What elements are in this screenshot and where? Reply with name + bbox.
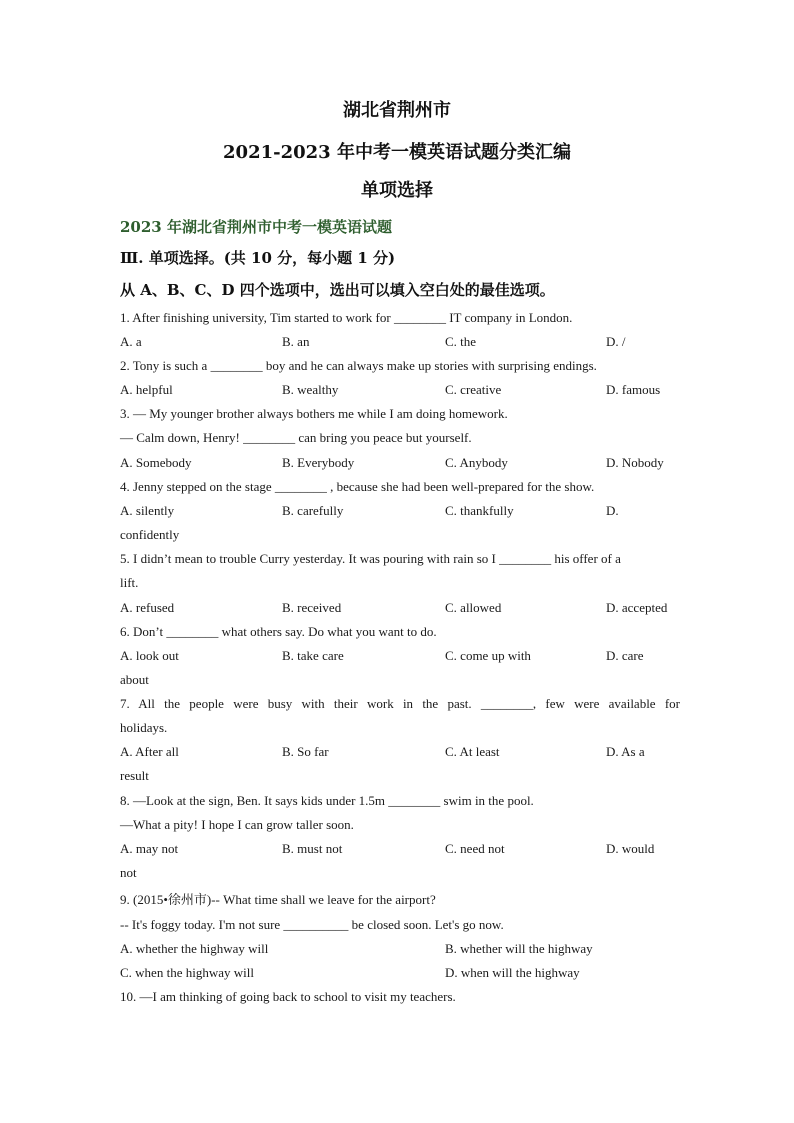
q2-option-d: D. famous — [606, 382, 661, 397]
question-2-stem: 2. Tony is such a ________ boy and he can always make up stories with surprising endings. — [120, 358, 597, 373]
question-7-stem: 7. All the people were busy with their work in the past. ________, few were available for — [120, 696, 680, 711]
question-9-stem-line2: -- It's foggy today. I'm not sure __________ be closed soon. Let's go now. — [120, 917, 504, 932]
doc-title-region: 湖北省荆州市 — [343, 100, 451, 121]
question-8-stem: 8. —Look at the sign, Ben. It says kids under 1.5m ________ swim in the pool. — [120, 793, 534, 808]
q6-option-a: A. look out — [120, 648, 179, 663]
q3-option-d: D. Nobody — [606, 455, 664, 470]
exam-source-heading: 2023 年湖北省荆州市中考一模英语试题 — [120, 218, 392, 236]
question-8-stem-line2: —What a pity! I hope I can grow taller soon. — [120, 817, 354, 832]
q5-option-c: C. allowed — [445, 600, 502, 615]
question-10-stem: 10. —I am thinking of going back to school to visit my teachers. — [120, 989, 456, 1004]
q6-option-b: B. take care — [282, 648, 344, 663]
q7-option-d: D. As a — [606, 744, 645, 759]
question-3-stem: 3. — My younger brother always bothers me while I am doing homework. — [120, 406, 508, 421]
question-4-stem: 4. Jenny stepped on the stage ________ , because she had been well-prepared for the show. — [120, 479, 595, 494]
question-5-stem-line2: lift. — [120, 575, 139, 590]
q8-option-a: A. may not — [120, 841, 179, 856]
instruction-text: 从 A、B、C、D 四个选项中，选出可以填入空白处的最佳选项。 — [120, 281, 555, 299]
q8-option-d: D. would — [606, 841, 655, 856]
q5-option-b: B. received — [282, 600, 342, 615]
q9-option-a: A. whether the highway will — [120, 941, 269, 956]
q7-option-c: C. At least — [445, 744, 500, 759]
question-6-stem: 6. Don’t ________ what others say. Do what you want to do. — [120, 624, 437, 639]
q2-option-b: B. wealthy — [282, 382, 339, 397]
q6-option-c: C. come up with — [445, 648, 531, 663]
q4-option-d-wrap: confidently — [120, 527, 180, 542]
q1-option-d: D. / — [606, 334, 626, 349]
doc-title-section: 单项选择 — [361, 180, 433, 201]
q9-option-b: B. whether will the highway — [445, 941, 593, 956]
question-9-stem: 9. (2015•徐州市)-- What time shall we leave for the airport? — [120, 892, 436, 907]
q2-option-c: C. creative — [445, 382, 502, 397]
q8-option-c: C. need not — [445, 841, 505, 856]
q7-option-d-wrap: result — [120, 768, 149, 783]
q8-option-b: B. must not — [282, 841, 343, 856]
q3-option-a: A. Somebody — [120, 455, 192, 470]
q9-option-c: C. when the highway will — [120, 965, 254, 980]
q8-option-d-wrap: not — [120, 865, 137, 880]
q1-option-a: A. a — [120, 334, 142, 349]
question-1-stem: 1. After finishing university, Tim started to work for ________ IT company in London. — [120, 310, 573, 325]
q4-option-a: A. silently — [120, 503, 175, 518]
part-heading: Ⅲ. 单项选择。(共 10 分，每小题 1 分) — [120, 249, 396, 267]
q3-option-c: C. Anybody — [445, 455, 508, 470]
q4-option-b: B. carefully — [282, 503, 344, 518]
question-3-stem-line2: — Calm down, Henry! ________ can bring you peace but yourself. — [120, 430, 472, 445]
q1-option-b: B. an — [282, 334, 310, 349]
q3-option-b: B. Everybody — [282, 455, 355, 470]
q6-option-d-wrap: about — [120, 672, 149, 687]
q4-option-d: D. — [606, 503, 619, 518]
question-7-stem-line2: holidays. — [120, 720, 168, 735]
q5-option-d: D. accepted — [606, 600, 668, 615]
q5-option-a: A. refused — [120, 600, 175, 615]
doc-title-main: 2021-2023 年中考一模英语试题分类汇编 — [223, 142, 571, 163]
q6-option-d: D. care — [606, 648, 644, 663]
q7-option-a: A. After all — [120, 744, 179, 759]
q2-option-a: A. helpful — [120, 382, 173, 397]
q1-option-c: C. the — [445, 334, 477, 349]
q9-option-d: D. when will the highway — [445, 965, 580, 980]
question-5-stem: 5. I didn’t mean to trouble Curry yesterday. It was pouring with rain so I ________ his offer of a — [120, 551, 621, 566]
q4-option-c: C. thankfully — [445, 503, 514, 518]
q7-option-b: B. So far — [282, 744, 329, 759]
